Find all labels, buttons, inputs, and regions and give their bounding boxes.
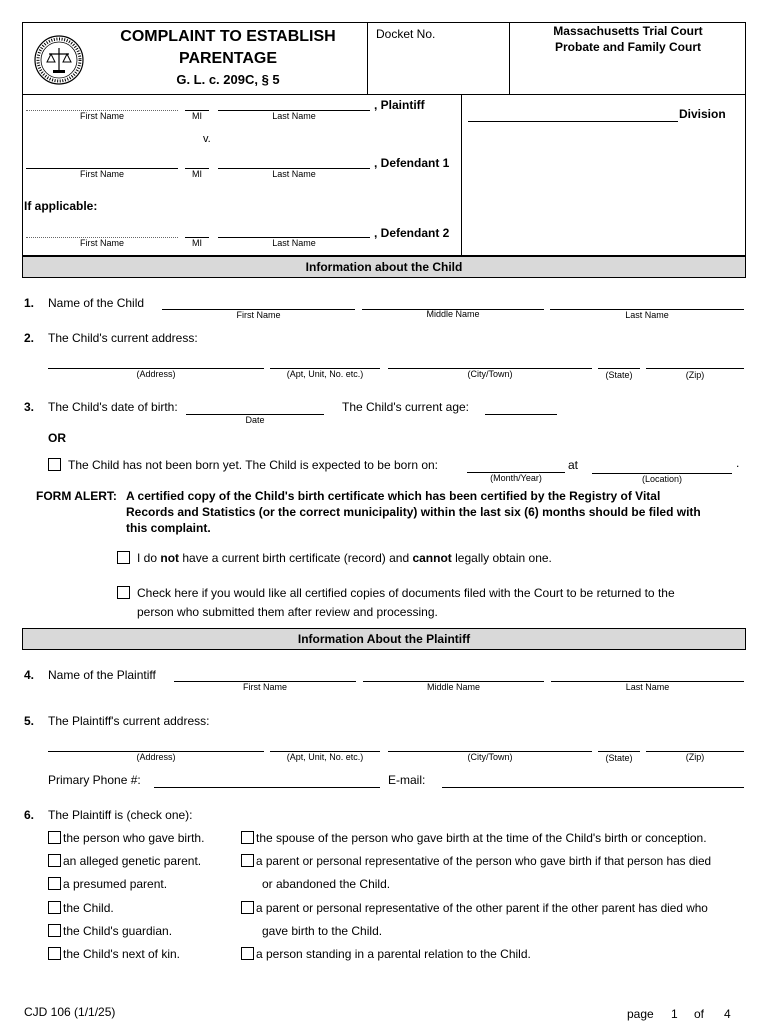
plaintiff-address-caption: (Address) [136,752,176,762]
child-apt-caption: (Apt, Unit, No. etc.) [286,369,364,379]
option-guardian-label: the Child's guardian. [63,924,173,938]
defendant1-mi-caption: MI [192,169,202,179]
no-certificate-label [137,551,552,565]
form-alert-line2: Records and Statistics (or the correct municipality) within the last six (6) months should be filed with [126,505,701,519]
no-certificate-pre: I do [137,551,161,565]
option-gave-birth-checkbox[interactable] [48,831,61,844]
division-field[interactable] [468,121,678,122]
plaintiff-state-field[interactable] [598,751,640,752]
option-parental-relation-label: a person standing in a parental relation to the Child. [256,947,531,961]
defendant2-last-name-caption: Last Name [272,238,316,248]
option-parent-of-other-parent-checkbox[interactable] [241,901,254,914]
no-certificate-post: legally obtain one. [451,551,552,565]
page-total: 4 [724,1007,731,1021]
q5-label: The Plaintiff's current address: [48,714,210,728]
versus-label: v. [203,133,211,145]
division-divider [461,94,462,256]
no-certificate-cannot: cannot [412,551,452,565]
option-next-of-kin-label: the Child's next of kin. [63,947,181,961]
location-caption: (Location) [641,474,683,484]
plaintiff-mi-caption: MI [192,111,202,121]
q1-label: Name of the Child [48,296,145,310]
q2-label: The Child's current address: [48,331,198,345]
q5-number: 5. [24,714,35,728]
defendant2-mi-caption: MI [192,238,202,248]
q4-number: 4. [24,668,35,682]
page-number: 1 [671,1007,678,1021]
age-label: The Child's current age: [342,400,470,414]
no-certificate-checkbox[interactable] [117,551,130,564]
plaintiff-section-header: Information About the Plaintiff [22,628,746,650]
of-label: of [694,1007,705,1021]
option-presumed-parent-label: a presumed parent. [63,877,168,891]
not-born-checkbox[interactable] [48,458,61,471]
plaintiff-state-caption: (State) [605,753,633,763]
phone-label: Primary Phone #: [48,773,141,787]
q4-label: Name of the Plaintiff [48,668,156,682]
option-guardian-checkbox[interactable] [48,924,61,937]
defendant1-last-name-caption: Last Name [272,169,316,179]
child-age-field[interactable] [485,414,557,415]
month-year-caption: (Month/Year) [490,473,542,483]
q6-label: The Plaintiff is (check one): [48,808,193,822]
plaintiff-last-name-input-caption: Last Name [625,682,670,692]
dob-label: The Child's date of birth: [48,400,178,414]
q1-number: 1. [24,296,35,310]
option-parent-of-birth-person-line1: a parent or personal representative of the person who gave birth if that person has died [256,854,712,868]
at-label: at [568,458,579,472]
q6-number: 6. [24,808,35,822]
child-city-caption: (City/Town) [467,369,513,379]
header-divider [22,94,746,95]
division-label: Division [679,107,726,121]
return-documents-line1: Check here if you would like all certified copies of documents filed with the Court to be returned to the [137,586,675,600]
option-child-label: the Child. [63,901,114,915]
plaintiff-zip-caption: (Zip) [685,752,705,762]
option-spouse-checkbox[interactable] [241,831,254,844]
location-period: . [736,456,740,470]
child-state-field[interactable] [598,368,640,369]
docket-divider-right [509,22,510,94]
no-certificate-mid: have a current birth certificate (record) and [179,551,413,565]
option-genetic-parent-checkbox[interactable] [48,854,61,867]
child-zip-caption: (Zip) [685,370,705,380]
plaintiff-city-caption: (City/Town) [467,752,513,762]
option-next-of-kin-checkbox[interactable] [48,947,61,960]
phone-field[interactable] [154,787,380,788]
plaintiff-apt-caption: (Apt, Unit, No. etc.) [286,752,364,762]
form-id: CJD 106 (1/1/25) [24,1005,116,1019]
option-parent-of-birth-person-line2: or abandoned the Child. [262,877,391,891]
option-gave-birth-label: the person who gave birth. [63,831,205,845]
plaintiff-last-name-caption: Last Name [272,111,316,121]
defendant1-label: , Defendant 1 [374,156,450,170]
no-certificate-not: not [160,551,180,565]
child-last-name-caption: Last Name [625,310,669,320]
plaintiff-middle-name-input-caption: Middle Name [426,682,481,692]
child-middle-name-caption: Middle Name [426,309,480,319]
defendant2-label: , Defendant 2 [374,226,450,240]
defendant1-first-name-caption: First Name [79,169,124,179]
option-presumed-parent-checkbox[interactable] [48,877,61,890]
email-label: E-mail: [388,773,426,787]
option-parent-of-birth-person-checkbox[interactable] [241,854,254,867]
child-section-header: Information about the Child [22,256,746,278]
option-parent-of-other-parent-line1: a parent or personal representative of the other parent if the other parent has died who [256,901,708,915]
court-name-line1: Massachusetts Trial Court [553,24,703,38]
child-zip-field[interactable] [646,368,744,369]
form-alert-label: FORM ALERT: [36,489,117,503]
child-address-caption: (Address) [136,369,176,379]
q2-number: 2. [24,331,35,345]
court-name-line2: Probate and Family Court [554,40,702,54]
court-seal-icon [33,34,85,86]
defendant2-first-name-caption: First Name [79,238,124,248]
option-spouse-label: the spouse of the person who gave birth at the time of the Child's birth or conception. [256,831,707,845]
child-first-name-caption: First Name [236,310,281,320]
child-dob-caption: Date [245,415,265,425]
docket-divider-left [367,22,368,94]
form-alert-line3: this complaint. [126,521,211,535]
email-field[interactable] [442,787,744,788]
plaintiff-first-name-input-caption: First Name [242,682,287,692]
form-alert-line1: A certified copy of the Child's birth certificate which has been certified by the Registry of Vital [126,489,661,503]
docket-label: Docket No. [376,27,436,41]
option-child-checkbox[interactable] [48,901,61,914]
form-title-line1: COMPLAINT TO ESTABLISH [120,28,336,45]
if-applicable-label: If applicable: [24,199,98,213]
plaintiff-label: , Plaintiff [374,98,425,112]
return-documents-line2: person who submitted them after review and processing. [137,605,438,619]
form-title-line2: PARENTAGE [178,50,278,67]
option-parent-of-other-parent-line2: gave birth to the Child. [262,924,383,938]
plaintiff-first-name-caption: First Name [79,111,124,121]
option-parental-relation-checkbox[interactable] [241,947,254,960]
child-state-caption: (State) [605,370,633,380]
page-label: page [627,1007,654,1021]
option-genetic-parent-label: an alleged genetic parent. [63,854,202,868]
statute-reference: G. L. c. 209C, § 5 [176,72,280,87]
or-label: OR [48,431,66,445]
not-born-label: The Child has not been born yet. The Child is expected to be born on: [68,458,439,472]
q3-number: 3. [24,400,35,414]
return-documents-checkbox[interactable] [117,586,130,599]
